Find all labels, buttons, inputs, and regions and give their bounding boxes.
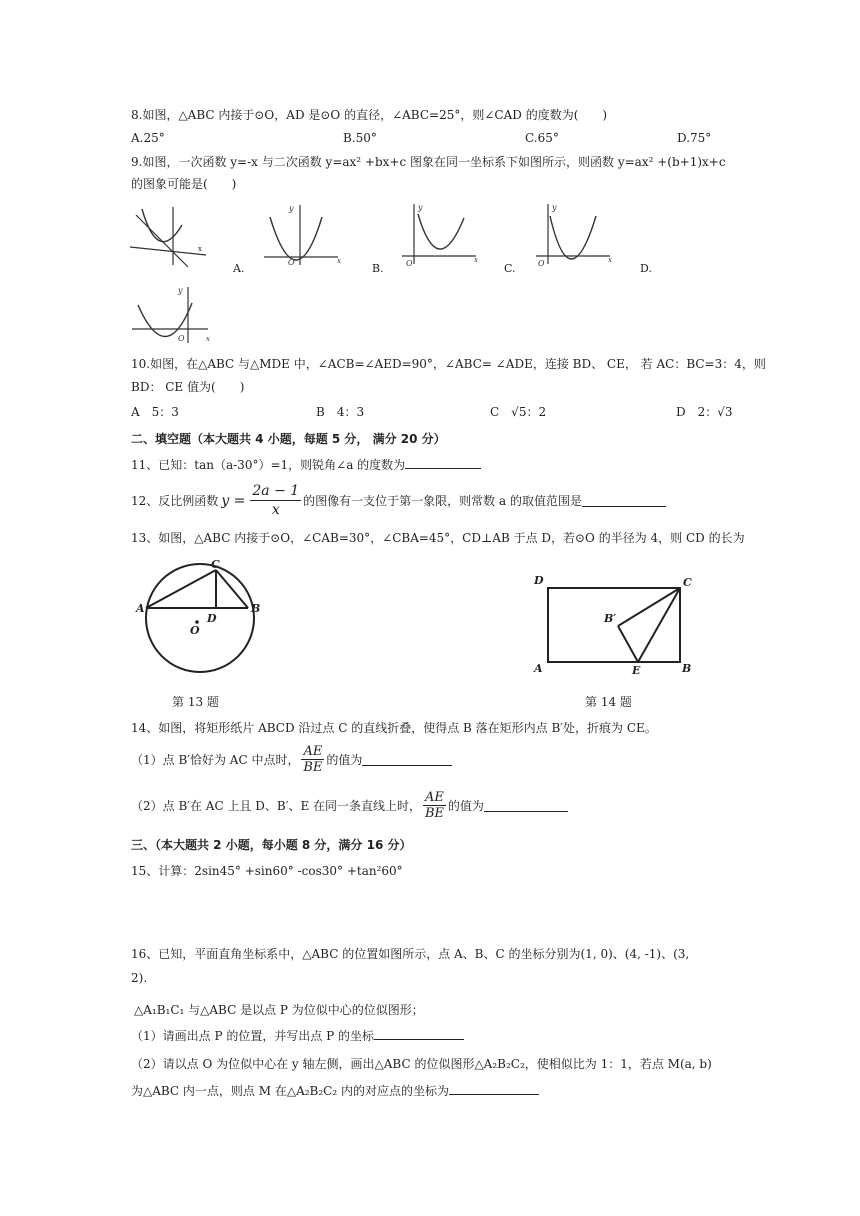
question-8-text: 8.如图，△ABC 内接于⊙O，AD 是⊙O 的直径，∠ABC=25°，则∠CAD 的度数为( ): [131, 108, 608, 122]
svg-text:O: O: [538, 259, 545, 268]
fig14-label-e: E: [632, 664, 641, 677]
question-16-part1: [131, 1027, 464, 1045]
q9-option-c-label: C.: [504, 262, 516, 275]
question-14-part1: [131, 744, 452, 775]
q16-part2-text: 为△ABC 内一点，则点 M 在△A₂B₂C₂ 内的对应点的坐标为: [131, 1084, 449, 1098]
q16-part2-answer-blank[interactable]: [449, 1082, 539, 1095]
q12-prefix: 12、反比例函数: [131, 493, 219, 508]
fig13-label-b: B: [251, 602, 261, 615]
q14-p1-suffix: 的值为: [326, 752, 363, 767]
svg-text:y: y: [289, 204, 294, 213]
q16-part1-text: （1）请画出点 P 的位置，并写出点 P 的坐标: [131, 1029, 375, 1043]
question-9-line2: 的图象可能是( ): [131, 177, 237, 191]
question-16-line1: 16、已知，平面直角坐标系中，△ABC 的位置如图所示，点 A、B、C 的坐标分别为(1, 0)、(4, -1)、(3,: [131, 947, 690, 961]
q12-fraction: [250, 482, 301, 519]
figure-13: [136, 560, 268, 680]
section-2-heading: 二、填空题（本大题共 4 小题，每题 5 分， 满分 20 分）: [131, 432, 446, 446]
svg-text:x: x: [337, 257, 341, 265]
q14-p2-prefix: （2）点 B′在 AC 上且 D、B′、E 在同一条直线上时，: [131, 798, 422, 813]
fig14-label-a: A: [534, 662, 543, 675]
question-15: 15、计算：2sin45° +sin60° -cos30° +tan²60°: [131, 864, 403, 878]
question-16-line2: 2).: [131, 971, 148, 985]
q12-answer-blank[interactable]: [582, 494, 666, 507]
question-11-text: 11、已知：tan（a-30°）=1，则锐角∠a 的度数为: [131, 458, 406, 472]
question-10-line2: BD： CE 值为( ): [131, 380, 245, 394]
question-13: 13、如图，△ABC 内接于⊙O，∠CAB=30°，∠CBA=45°，CD⊥AB 于点 D，若⊙O 的半径为 4，则 CD 的长为: [131, 531, 745, 545]
q9-graph-b: [400, 202, 480, 268]
svg-text:x: x: [608, 256, 612, 264]
question-16-part2: （2）请以点 O 为位似中心在 y 轴左侧，画出△ABC 的位似图形△A₂B₂C₂，使相似比为 1：1，若点 M(a, b): [131, 1057, 712, 1071]
q8-option-d: D.75°: [677, 131, 712, 145]
q10-option-b: B 4：3: [316, 405, 365, 419]
q12-frac-num: 2a − 1: [252, 483, 300, 499]
q8-option-a: A.25°: [131, 131, 165, 145]
svg-text:x: x: [206, 335, 210, 343]
q14-p2-frac-num: AE: [425, 790, 444, 805]
question-11: [131, 456, 481, 474]
q10-option-d: D 2：√3: [676, 405, 733, 419]
q14-p1-fraction: [301, 744, 324, 775]
q14-p1-frac-den: BE: [303, 760, 323, 775]
q10-option-a: A 5：3: [131, 405, 179, 419]
question-14-intro: 14、如图，将矩形纸片 ABCD 沿过点 C 的直线折叠，使得点 B 落在矩形内点 B′处，折痕为 CE。: [131, 721, 657, 735]
q14-p1-prefix: （1）点 B′恰好为 AC 中点时，: [131, 752, 300, 767]
svg-text:y: y: [178, 286, 183, 295]
svg-text:O: O: [178, 334, 185, 343]
q14-p2-suffix: 的值为: [447, 798, 484, 813]
fig13-label-c: C: [211, 558, 220, 571]
question-12: [131, 482, 666, 519]
q9-graph-c: [534, 202, 614, 268]
q9-option-a-label: A.: [233, 262, 245, 275]
fig14-label-d: D: [534, 574, 544, 587]
q16-part1-answer-blank[interactable]: [374, 1027, 464, 1040]
question-16-line3: △A₁B₁C₁ 与△ABC 是以点 P 为位似中心的位似图形；: [134, 1003, 424, 1017]
section-3-heading: 三、（本大题共 2 小题，每小题 8 分，满分 16 分）: [131, 838, 412, 852]
q9-option-d-label: D.: [640, 262, 652, 275]
q9-reference-graph: [128, 205, 208, 267]
q9-graph-a: [262, 203, 342, 267]
q14-p2-fraction: [423, 790, 446, 821]
q14-p2-frac-den: BE: [424, 806, 444, 821]
q12-formula-lhs: y =: [221, 492, 246, 509]
fig13-label-d: D: [207, 612, 217, 625]
svg-text:y: y: [418, 203, 423, 212]
q9-option-b-label: B.: [372, 262, 384, 275]
figure-14: [530, 568, 700, 678]
svg-text:y: y: [552, 203, 557, 212]
question-9-line1: 9.如图，一次函数 y=-x 与二次函数 y=ax² +bx+c 图象在同一坐标系下如图所示，则函数 y=ax² +(b+1)x+c: [131, 155, 726, 169]
figure-14-caption: 第 14 题: [585, 695, 632, 709]
fig13-label-a: A: [136, 602, 145, 615]
q11-answer-blank[interactable]: [405, 456, 481, 469]
svg-text:x: x: [198, 245, 202, 253]
q12-suffix: 的图像有一支位于第一象限，则常数 a 的取值范围是: [303, 493, 582, 508]
question-16-part2-cont: [131, 1082, 539, 1100]
fig14-label-c: C: [683, 576, 692, 589]
fig14-label-b: B: [682, 662, 692, 675]
q8-option-c: C.65°: [525, 131, 559, 145]
svg-text:x: x: [474, 256, 478, 264]
svg-text:O: O: [288, 258, 295, 267]
q9-graph-d: [130, 285, 214, 345]
svg-text:O: O: [406, 259, 413, 268]
q8-option-b: B.50°: [343, 131, 377, 145]
q14-p1-answer-blank[interactable]: [362, 753, 452, 766]
question-10-line1: 10.如图，在△ABC 与△MDE 中，∠ACB=∠AED=90°，∠ABC= ∠ADE，连接 BD、 CE， 若 AC：BC=3：4，则: [131, 357, 766, 371]
fig14-label-b-prime: B′: [604, 612, 617, 625]
q10-option-c: C √5：2: [490, 405, 547, 419]
question-14-part2: [131, 790, 568, 821]
figure-13-caption: 第 13 题: [172, 695, 219, 709]
q14-p1-frac-num: AE: [303, 744, 323, 759]
q12-frac-den: x: [271, 502, 280, 518]
fig13-label-o: O: [190, 624, 200, 637]
q14-p2-answer-blank[interactable]: [484, 799, 568, 812]
